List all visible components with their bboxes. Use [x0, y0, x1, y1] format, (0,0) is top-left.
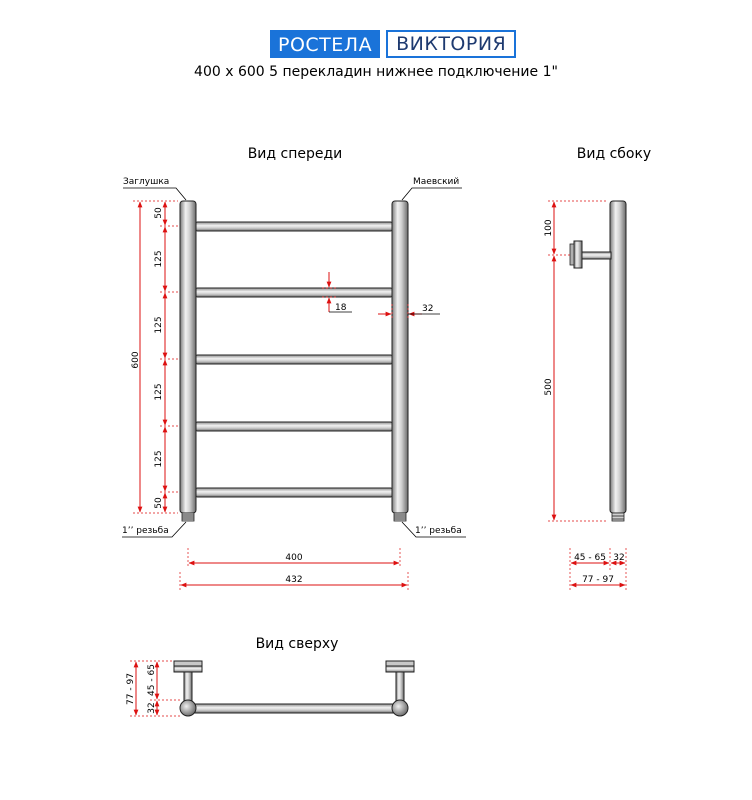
model-name: ВИКТОРИЯ	[386, 30, 516, 58]
side-dim-total: 77 - 97	[582, 575, 614, 585]
front-right-pipe	[392, 201, 408, 513]
top-dim-offset: 45 - 65	[147, 664, 157, 696]
top-drawing	[174, 661, 414, 716]
plug-label: Заглушка	[123, 177, 170, 187]
side-dim-main: 500	[544, 378, 554, 396]
rung-4	[193, 422, 395, 431]
side-view-title: Вид сбоку	[576, 146, 652, 162]
brand-logo: РОСТЕЛА	[270, 30, 380, 58]
product-subtitle: 400 x 600 5 перекладин нижнее подключение 1"	[194, 64, 558, 80]
dim-seg-4: 125	[154, 383, 164, 401]
dim-pipe-label: 32	[422, 304, 434, 314]
wall-bracket-flange	[574, 241, 582, 268]
dim-seg-1: 50	[154, 207, 164, 219]
rung-2	[193, 288, 395, 297]
mayevsky-label: Маевский	[413, 177, 460, 187]
front-rungs	[193, 222, 395, 497]
side-dim-offset: 45 - 65	[574, 553, 606, 563]
dim-width-inner: 400	[285, 553, 303, 563]
dim-widths	[180, 548, 408, 590]
top-dim-total: 77 - 97	[126, 673, 136, 705]
dim-seg-5: 125	[154, 450, 164, 468]
side-dim-top: 100	[544, 219, 554, 237]
thread-right-label: 1’’ резьба	[415, 526, 462, 536]
rung-5	[193, 488, 395, 497]
dim-seg-6: 50	[154, 497, 164, 509]
top-view-title: Вид сверху	[255, 636, 339, 652]
front-threads	[182, 513, 406, 521]
dim-bar-label: 18	[335, 303, 347, 313]
dim-height-label: 600	[131, 351, 141, 369]
rung-3	[193, 355, 395, 364]
side-dim-pipe: 32	[613, 553, 625, 563]
top-dim-pipe: 32	[147, 702, 157, 714]
front-view-title: Вид спереди	[247, 146, 343, 162]
front-left-pipe	[180, 201, 196, 513]
wall-bracket-rod	[581, 252, 611, 259]
dim-width-outer: 432	[285, 575, 303, 585]
side-pipe	[610, 201, 626, 513]
dim-seg-3: 125	[154, 316, 164, 334]
dim-seg-2: 125	[154, 250, 164, 268]
dim-pipe-diameter	[378, 304, 440, 320]
dim-segments	[154, 202, 180, 512]
top-rung	[188, 704, 400, 713]
rung-1	[193, 222, 395, 231]
thread-left-label: 1’’ резьба	[122, 526, 169, 536]
side-drawing	[570, 201, 626, 521]
